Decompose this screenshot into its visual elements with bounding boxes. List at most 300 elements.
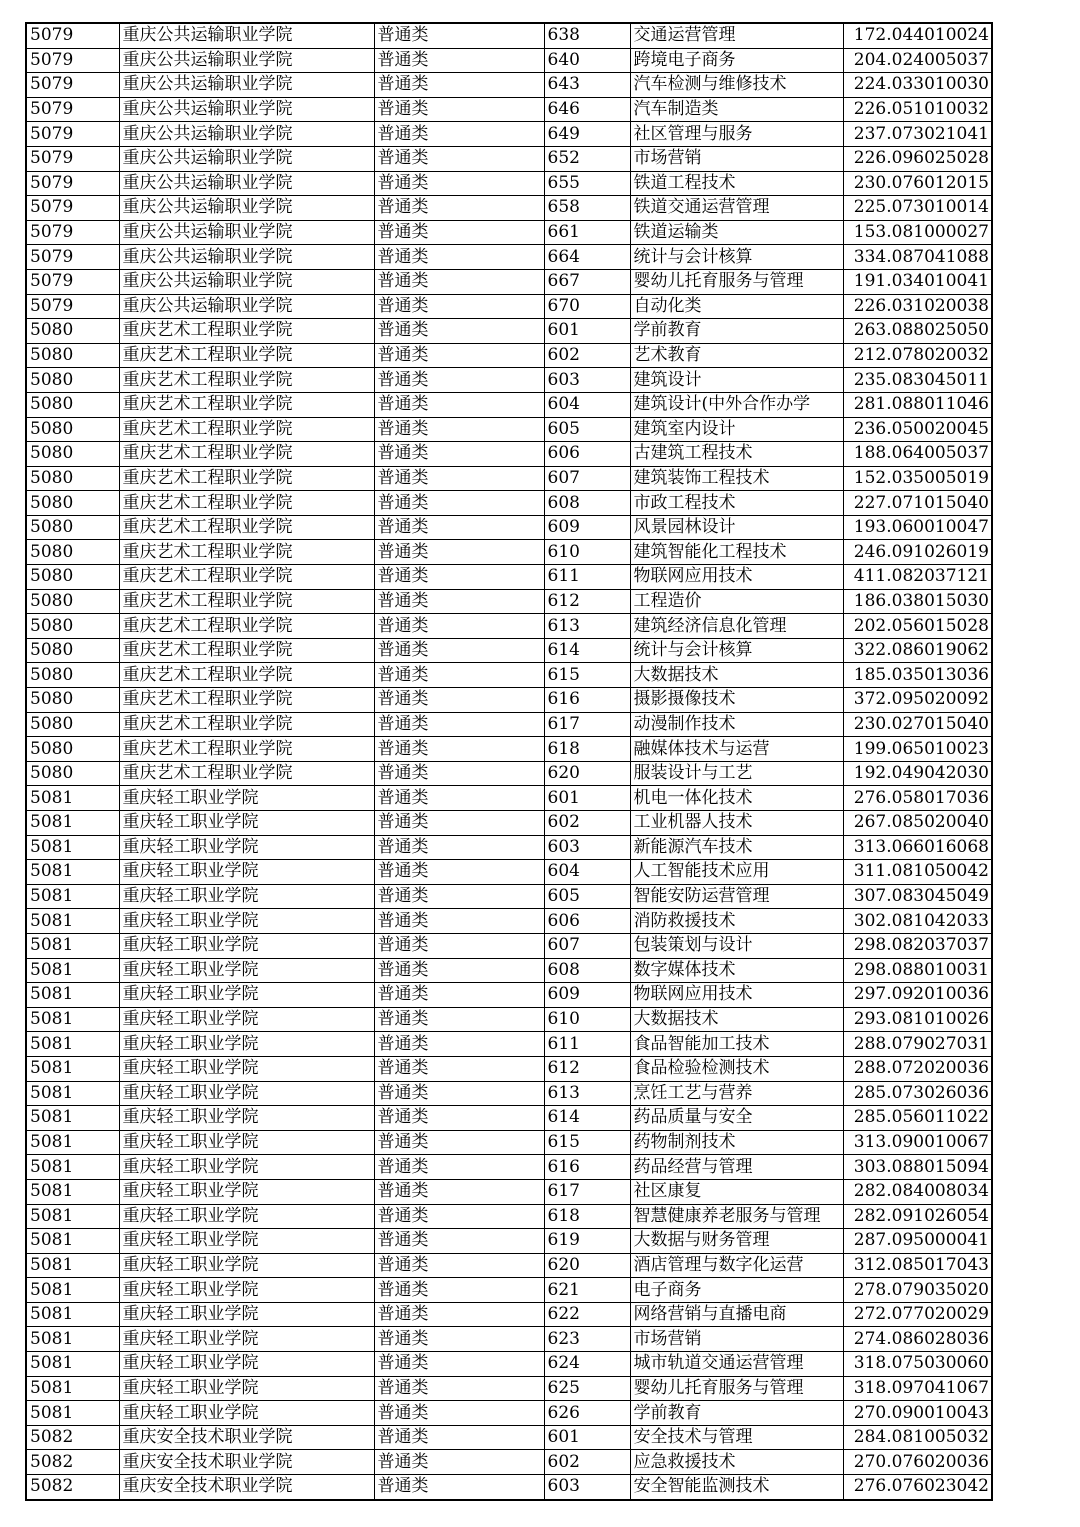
school-code-cell: 5081 <box>26 1081 119 1106</box>
category-cell: 普通类 <box>374 1106 544 1131</box>
score-cell: 246.091026019 <box>843 540 992 565</box>
table-row <box>26 540 992 565</box>
major-name-cell: 大数据与财务管理 <box>630 1229 843 1254</box>
major-name-cell: 药品质量与安全 <box>630 1106 843 1131</box>
category-cell: 普通类 <box>374 491 544 516</box>
major-code-cell: 613 <box>544 614 630 639</box>
major-name-cell: 融媒体技术与运营 <box>630 737 843 762</box>
major-code-cell: 608 <box>544 491 630 516</box>
school-name-cell: 重庆公共运输职业学院 <box>119 196 374 221</box>
score-cell: 272.077020029 <box>843 1302 992 1327</box>
category-cell: 普通类 <box>374 786 544 811</box>
school-name-cell: 重庆轻工职业学院 <box>119 1007 374 1032</box>
major-code-cell: 615 <box>544 663 630 688</box>
major-name-cell: 学前教育 <box>630 1401 843 1426</box>
score-cell: 270.076020036 <box>843 1450 992 1475</box>
table-row <box>26 1229 992 1254</box>
score-cell: 226.031020038 <box>843 294 992 319</box>
school-name-cell: 重庆艺术工程职业学院 <box>119 392 374 417</box>
table-row <box>26 294 992 319</box>
category-cell: 普通类 <box>374 73 544 98</box>
school-name-cell: 重庆艺术工程职业学院 <box>119 491 374 516</box>
score-cell: 172.044010024 <box>843 23 992 48</box>
school-code-cell: 5081 <box>26 1327 119 1352</box>
major-name-cell: 统计与会计核算 <box>630 638 843 663</box>
major-code-cell: 614 <box>544 1106 630 1131</box>
score-cell: 298.082037037 <box>843 933 992 958</box>
major-code-cell: 618 <box>544 1204 630 1229</box>
school-name-cell: 重庆轻工职业学院 <box>119 983 374 1008</box>
category-cell: 普通类 <box>374 737 544 762</box>
school-name-cell: 重庆轻工职业学院 <box>119 933 374 958</box>
score-cell: 237.073021041 <box>843 122 992 147</box>
table-row <box>26 835 992 860</box>
school-code-cell: 5080 <box>26 565 119 590</box>
category-cell: 普通类 <box>374 1352 544 1377</box>
major-name-cell: 食品智能加工技术 <box>630 1032 843 1057</box>
major-name-cell: 安全智能监测技术 <box>630 1475 843 1500</box>
major-code-cell: 612 <box>544 1056 630 1081</box>
major-code-cell: 646 <box>544 97 630 122</box>
score-cell: 263.088025050 <box>843 319 992 344</box>
score-cell: 293.081010026 <box>843 1007 992 1032</box>
score-cell: 193.060010047 <box>843 515 992 540</box>
table-row <box>26 466 992 491</box>
school-name-cell: 重庆公共运输职业学院 <box>119 97 374 122</box>
major-code-cell: 606 <box>544 909 630 934</box>
school-name-cell: 重庆公共运输职业学院 <box>119 73 374 98</box>
score-cell: 270.090010043 <box>843 1401 992 1426</box>
table-row <box>26 146 992 171</box>
major-code-cell: 616 <box>544 688 630 713</box>
major-code-cell: 603 <box>544 1475 630 1500</box>
school-name-cell: 重庆轻工职业学院 <box>119 1253 374 1278</box>
major-name-cell: 建筑设计 <box>630 368 843 393</box>
category-cell: 普通类 <box>374 269 544 294</box>
table-row <box>26 1106 992 1131</box>
major-name-cell: 工程造价 <box>630 589 843 614</box>
table-row <box>26 1007 992 1032</box>
score-cell: 235.083045011 <box>843 368 992 393</box>
school-code-cell: 5081 <box>26 786 119 811</box>
school-name-cell: 重庆艺术工程职业学院 <box>119 442 374 467</box>
category-cell: 普通类 <box>374 933 544 958</box>
major-name-cell: 铁道交通运营管理 <box>630 196 843 221</box>
school-name-cell: 重庆艺术工程职业学院 <box>119 565 374 590</box>
major-code-cell: 652 <box>544 146 630 171</box>
admission-score-table-page <box>25 22 991 1501</box>
score-cell: 236.050020045 <box>843 417 992 442</box>
category-cell: 普通类 <box>374 638 544 663</box>
score-cell: 322.086019062 <box>843 638 992 663</box>
school-name-cell: 重庆安全技术职业学院 <box>119 1475 374 1500</box>
table-row <box>26 1425 992 1450</box>
table-row <box>26 614 992 639</box>
major-code-cell: 613 <box>544 1081 630 1106</box>
major-code-cell: 610 <box>544 1007 630 1032</box>
category-cell: 普通类 <box>374 417 544 442</box>
school-code-cell: 5081 <box>26 1155 119 1180</box>
major-code-cell: 617 <box>544 712 630 737</box>
major-name-cell: 婴幼儿托育服务与管理 <box>630 1376 843 1401</box>
major-code-cell: 602 <box>544 1450 630 1475</box>
table-row <box>26 1278 992 1303</box>
major-name-cell: 自动化类 <box>630 294 843 319</box>
table-row <box>26 638 992 663</box>
table-row <box>26 515 992 540</box>
major-code-cell: 620 <box>544 1253 630 1278</box>
table-row <box>26 958 992 983</box>
category-cell: 普通类 <box>374 540 544 565</box>
major-name-cell: 工业机器人技术 <box>630 811 843 836</box>
major-name-cell: 艺术教育 <box>630 343 843 368</box>
major-code-cell: 608 <box>544 958 630 983</box>
category-cell: 普通类 <box>374 1032 544 1057</box>
major-code-cell: 667 <box>544 269 630 294</box>
major-code-cell: 655 <box>544 171 630 196</box>
category-cell: 普通类 <box>374 884 544 909</box>
major-name-cell: 物联网应用技术 <box>630 983 843 1008</box>
school-code-cell: 5080 <box>26 688 119 713</box>
major-name-cell: 药物制剂技术 <box>630 1130 843 1155</box>
table-row <box>26 1204 992 1229</box>
school-name-cell: 重庆艺术工程职业学院 <box>119 368 374 393</box>
school-code-cell: 5080 <box>26 417 119 442</box>
major-name-cell: 物联网应用技术 <box>630 565 843 590</box>
major-name-cell: 建筑室内设计 <box>630 417 843 442</box>
school-code-cell: 5080 <box>26 442 119 467</box>
school-code-cell: 5081 <box>26 1302 119 1327</box>
major-code-cell: 617 <box>544 1179 630 1204</box>
category-cell: 普通类 <box>374 368 544 393</box>
major-code-cell: 638 <box>544 23 630 48</box>
category-cell: 普通类 <box>374 294 544 319</box>
table-row <box>26 565 992 590</box>
school-name-cell: 重庆艺术工程职业学院 <box>119 614 374 639</box>
school-name-cell: 重庆艺术工程职业学院 <box>119 712 374 737</box>
table-row <box>26 97 992 122</box>
major-name-cell: 汽车检测与维修技术 <box>630 73 843 98</box>
table-row <box>26 712 992 737</box>
school-code-cell: 5081 <box>26 1376 119 1401</box>
school-name-cell: 重庆艺术工程职业学院 <box>119 417 374 442</box>
category-cell: 普通类 <box>374 958 544 983</box>
table-body <box>26 23 992 1500</box>
table-row <box>26 319 992 344</box>
school-code-cell: 5079 <box>26 245 119 270</box>
major-name-cell: 市政工程技术 <box>630 491 843 516</box>
score-cell: 318.097041067 <box>843 1376 992 1401</box>
school-name-cell: 重庆轻工职业学院 <box>119 1401 374 1426</box>
major-name-cell: 安全技术与管理 <box>630 1425 843 1450</box>
category-cell: 普通类 <box>374 983 544 1008</box>
category-cell: 普通类 <box>374 1450 544 1475</box>
school-code-cell: 5080 <box>26 663 119 688</box>
score-cell: 230.076012015 <box>843 171 992 196</box>
category-cell: 普通类 <box>374 442 544 467</box>
table-row <box>26 933 992 958</box>
category-cell: 普通类 <box>374 1081 544 1106</box>
major-code-cell: 670 <box>544 294 630 319</box>
school-code-cell: 5081 <box>26 933 119 958</box>
table-row <box>26 343 992 368</box>
major-code-cell: 640 <box>544 48 630 73</box>
table-row <box>26 245 992 270</box>
school-name-cell: 重庆公共运输职业学院 <box>119 23 374 48</box>
major-name-cell: 建筑智能化工程技术 <box>630 540 843 565</box>
table-row <box>26 688 992 713</box>
school-code-cell: 5079 <box>26 73 119 98</box>
major-code-cell: 614 <box>544 638 630 663</box>
major-name-cell: 服装设计与工艺 <box>630 761 843 786</box>
major-code-cell: 619 <box>544 1229 630 1254</box>
category-cell: 普通类 <box>374 909 544 934</box>
major-name-cell: 智慧健康养老服务与管理 <box>630 1204 843 1229</box>
school-code-cell: 5080 <box>26 343 119 368</box>
category-cell: 普通类 <box>374 811 544 836</box>
score-cell: 282.084008034 <box>843 1179 992 1204</box>
school-name-cell: 重庆轻工职业学院 <box>119 835 374 860</box>
major-name-cell: 网络营销与直播电商 <box>630 1302 843 1327</box>
category-cell: 普通类 <box>374 688 544 713</box>
category-cell: 普通类 <box>374 1278 544 1303</box>
score-cell: 285.056011022 <box>843 1106 992 1131</box>
score-cell: 281.088011046 <box>843 392 992 417</box>
major-code-cell: 601 <box>544 319 630 344</box>
score-cell: 191.034010041 <box>843 269 992 294</box>
category-cell: 普通类 <box>374 712 544 737</box>
table-row <box>26 737 992 762</box>
major-name-cell: 社区管理与服务 <box>630 122 843 147</box>
table-row <box>26 909 992 934</box>
table-row <box>26 269 992 294</box>
score-cell: 313.066016068 <box>843 835 992 860</box>
major-code-cell: 611 <box>544 1032 630 1057</box>
score-cell: 411.082037121 <box>843 565 992 590</box>
category-cell: 普通类 <box>374 1179 544 1204</box>
school-name-cell: 重庆艺术工程职业学院 <box>119 319 374 344</box>
table-row <box>26 1352 992 1377</box>
score-cell: 226.051010032 <box>843 97 992 122</box>
score-cell: 226.096025028 <box>843 146 992 171</box>
school-name-cell: 重庆轻工职业学院 <box>119 1352 374 1377</box>
major-name-cell: 大数据技术 <box>630 1007 843 1032</box>
major-name-cell: 学前教育 <box>630 319 843 344</box>
score-cell: 284.081005032 <box>843 1425 992 1450</box>
school-name-cell: 重庆艺术工程职业学院 <box>119 589 374 614</box>
major-code-cell: 606 <box>544 442 630 467</box>
table-row <box>26 417 992 442</box>
table-row <box>26 1376 992 1401</box>
major-code-cell: 601 <box>544 1425 630 1450</box>
school-code-cell: 5081 <box>26 1278 119 1303</box>
major-code-cell: 661 <box>544 220 630 245</box>
school-code-cell: 5082 <box>26 1475 119 1500</box>
major-name-cell: 风景园林设计 <box>630 515 843 540</box>
category-cell: 普通类 <box>374 1327 544 1352</box>
major-name-cell: 城市轨道交通运营管理 <box>630 1352 843 1377</box>
category-cell: 普通类 <box>374 146 544 171</box>
category-cell: 普通类 <box>374 48 544 73</box>
school-code-cell: 5080 <box>26 466 119 491</box>
table-row <box>26 1253 992 1278</box>
school-code-cell: 5081 <box>26 1032 119 1057</box>
school-code-cell: 5081 <box>26 1352 119 1377</box>
school-name-cell: 重庆艺术工程职业学院 <box>119 540 374 565</box>
table-row <box>26 1302 992 1327</box>
major-name-cell: 消防救援技术 <box>630 909 843 934</box>
category-cell: 普通类 <box>374 1130 544 1155</box>
major-name-cell: 大数据技术 <box>630 663 843 688</box>
major-code-cell: 603 <box>544 368 630 393</box>
school-code-cell: 5081 <box>26 1179 119 1204</box>
major-name-cell: 社区康复 <box>630 1179 843 1204</box>
category-cell: 普通类 <box>374 761 544 786</box>
score-cell: 303.088015094 <box>843 1155 992 1180</box>
score-cell: 312.085017043 <box>843 1253 992 1278</box>
category-cell: 普通类 <box>374 1376 544 1401</box>
school-name-cell: 重庆轻工职业学院 <box>119 1204 374 1229</box>
table-row <box>26 884 992 909</box>
school-code-cell: 5080 <box>26 737 119 762</box>
school-code-cell: 5080 <box>26 491 119 516</box>
table-row <box>26 442 992 467</box>
major-code-cell: 622 <box>544 1302 630 1327</box>
major-name-cell: 铁道运输类 <box>630 220 843 245</box>
school-code-cell: 5081 <box>26 1204 119 1229</box>
table-row <box>26 1327 992 1352</box>
score-cell: 186.038015030 <box>843 589 992 614</box>
major-name-cell: 动漫制作技术 <box>630 712 843 737</box>
category-cell: 普通类 <box>374 1302 544 1327</box>
score-cell: 278.079035020 <box>843 1278 992 1303</box>
major-code-cell: 618 <box>544 737 630 762</box>
school-code-cell: 5081 <box>26 884 119 909</box>
table-row <box>26 811 992 836</box>
table-row <box>26 122 992 147</box>
school-name-cell: 重庆公共运输职业学院 <box>119 269 374 294</box>
table-row <box>26 1450 992 1475</box>
table-row <box>26 1475 992 1500</box>
score-cell: 372.095020092 <box>843 688 992 713</box>
major-code-cell: 626 <box>544 1401 630 1426</box>
category-cell: 普通类 <box>374 171 544 196</box>
category-cell: 普通类 <box>374 663 544 688</box>
category-cell: 普通类 <box>374 1204 544 1229</box>
major-code-cell: 624 <box>544 1352 630 1377</box>
school-name-cell: 重庆公共运输职业学院 <box>119 294 374 319</box>
category-cell: 普通类 <box>374 835 544 860</box>
school-name-cell: 重庆轻工职业学院 <box>119 860 374 885</box>
score-cell: 307.083045049 <box>843 884 992 909</box>
major-name-cell: 药品经营与管理 <box>630 1155 843 1180</box>
school-code-cell: 5079 <box>26 23 119 48</box>
category-cell: 普通类 <box>374 1253 544 1278</box>
table-row <box>26 761 992 786</box>
school-name-cell: 重庆公共运输职业学院 <box>119 122 374 147</box>
school-name-cell: 重庆轻工职业学院 <box>119 1376 374 1401</box>
major-code-cell: 620 <box>544 761 630 786</box>
school-name-cell: 重庆公共运输职业学院 <box>119 146 374 171</box>
school-name-cell: 重庆轻工职业学院 <box>119 1302 374 1327</box>
score-cell: 199.065010023 <box>843 737 992 762</box>
school-code-cell: 5082 <box>26 1450 119 1475</box>
score-cell: 224.033010030 <box>843 73 992 98</box>
category-cell: 普通类 <box>374 1425 544 1450</box>
score-cell: 276.076023042 <box>843 1475 992 1500</box>
table-row <box>26 1155 992 1180</box>
major-name-cell: 摄影摄像技术 <box>630 688 843 713</box>
major-code-cell: 607 <box>544 933 630 958</box>
category-cell: 普通类 <box>374 97 544 122</box>
school-name-cell: 重庆轻工职业学院 <box>119 1155 374 1180</box>
school-code-cell: 5080 <box>26 638 119 663</box>
score-cell: 311.081050042 <box>843 860 992 885</box>
score-cell: 288.072020036 <box>843 1056 992 1081</box>
table-row <box>26 48 992 73</box>
score-cell: 188.064005037 <box>843 442 992 467</box>
major-name-cell: 跨境电子商务 <box>630 48 843 73</box>
category-cell: 普通类 <box>374 196 544 221</box>
score-cell: 282.091026054 <box>843 1204 992 1229</box>
table-row <box>26 1081 992 1106</box>
category-cell: 普通类 <box>374 860 544 885</box>
major-name-cell: 市场营销 <box>630 1327 843 1352</box>
category-cell: 普通类 <box>374 23 544 48</box>
school-name-cell: 重庆轻工职业学院 <box>119 811 374 836</box>
table-row <box>26 1056 992 1081</box>
school-name-cell: 重庆公共运输职业学院 <box>119 48 374 73</box>
table-row <box>26 23 992 48</box>
school-code-cell: 5080 <box>26 614 119 639</box>
major-code-cell: 601 <box>544 786 630 811</box>
school-code-cell: 5081 <box>26 1130 119 1155</box>
school-code-cell: 5081 <box>26 958 119 983</box>
school-code-cell: 5081 <box>26 811 119 836</box>
major-name-cell: 建筑经济信息化管理 <box>630 614 843 639</box>
score-cell: 288.079027031 <box>843 1032 992 1057</box>
school-name-cell: 重庆公共运输职业学院 <box>119 245 374 270</box>
major-code-cell: 605 <box>544 884 630 909</box>
major-code-cell: 664 <box>544 245 630 270</box>
major-code-cell: 623 <box>544 1327 630 1352</box>
school-code-cell: 5079 <box>26 269 119 294</box>
score-cell: 204.024005037 <box>843 48 992 73</box>
major-code-cell: 643 <box>544 73 630 98</box>
table-row <box>26 1032 992 1057</box>
score-cell: 202.056015028 <box>843 614 992 639</box>
category-cell: 普通类 <box>374 220 544 245</box>
major-name-cell: 古建筑工程技术 <box>630 442 843 467</box>
score-cell: 313.090010067 <box>843 1130 992 1155</box>
table-row <box>26 1401 992 1426</box>
major-code-cell: 604 <box>544 860 630 885</box>
school-name-cell: 重庆轻工职业学院 <box>119 884 374 909</box>
school-code-cell: 5081 <box>26 909 119 934</box>
school-code-cell: 5080 <box>26 368 119 393</box>
score-cell: 285.073026036 <box>843 1081 992 1106</box>
score-cell: 230.027015040 <box>843 712 992 737</box>
school-code-cell: 5081 <box>26 1056 119 1081</box>
school-name-cell: 重庆艺术工程职业学院 <box>119 343 374 368</box>
score-cell: 298.088010031 <box>843 958 992 983</box>
school-code-cell: 5079 <box>26 146 119 171</box>
category-cell: 普通类 <box>374 589 544 614</box>
school-code-cell: 5080 <box>26 761 119 786</box>
major-name-cell: 应急救援技术 <box>630 1450 843 1475</box>
table-row <box>26 663 992 688</box>
major-code-cell: 612 <box>544 589 630 614</box>
